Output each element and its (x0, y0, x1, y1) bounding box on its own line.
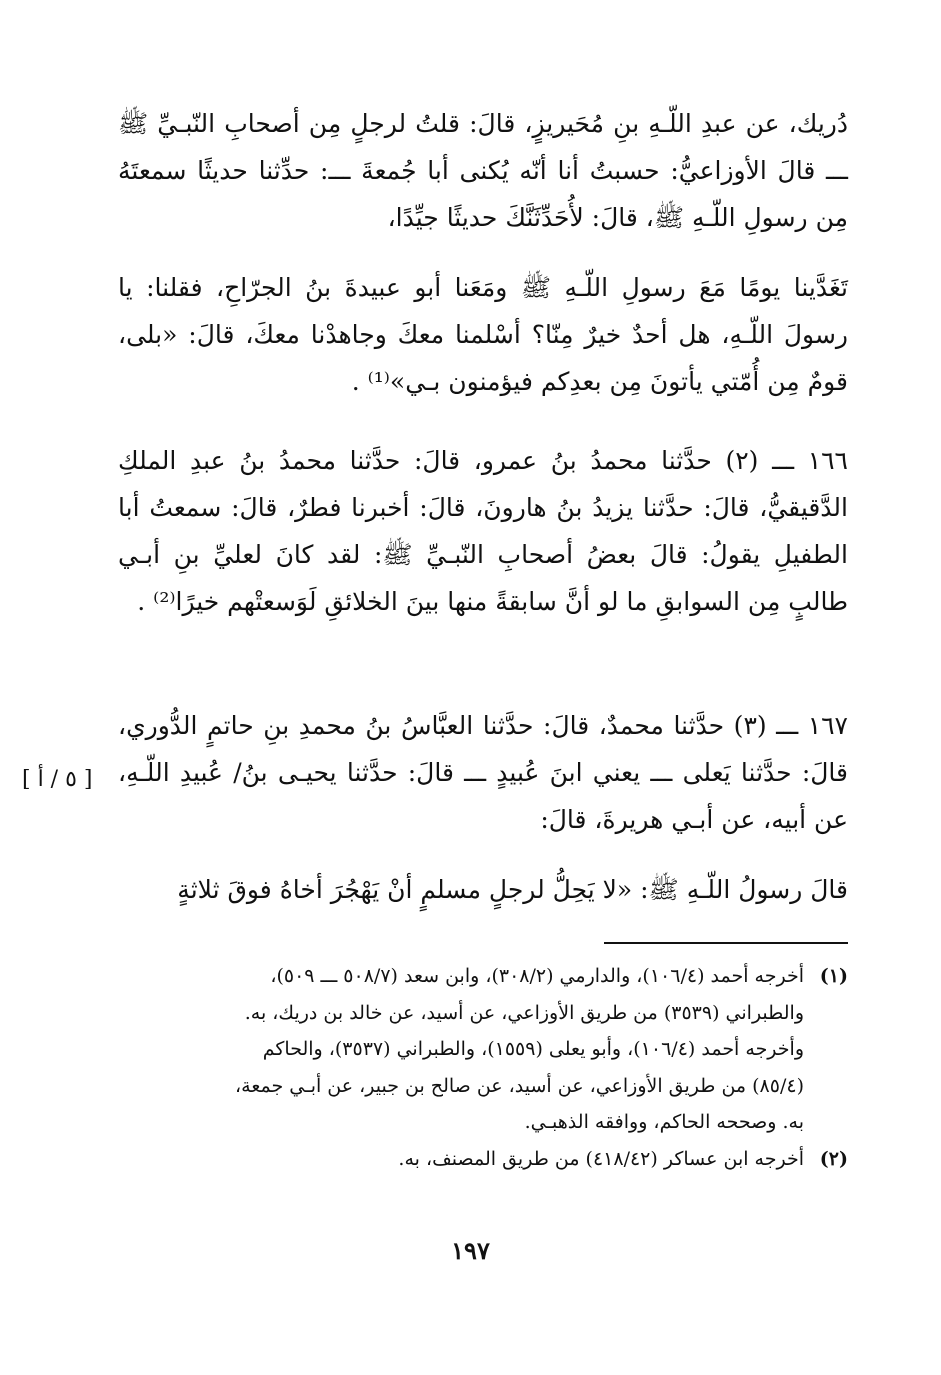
text-block-hadith-1 (118, 264, 848, 405)
footnote-line: أخرجه ابن عساكر (٤١٨/٤٢) من طريق المصنف، به. (398, 1147, 804, 1170)
footnote (118, 958, 848, 1141)
text-block-hadith-167-matn (118, 866, 848, 913)
paragraph: دُريك، عن عبدِ اللّـهِ بنِ مُحَيريزٍ، قالَ: قلتُ لرجلٍ مِن أصحابِ النّبـيِّ ﷺ ـــ قالَ الأوزاعيُّ: حسبتُ أنا أنّه يُكنى أبا جُمعةَ ـــ: حدِّثنا حديثًا سمعتَهُ مِن رسولِ اللّـهِ ﷺ، قالَ: لأُحَدِّثَنَّكَ حديثًا جيِّدًا، (118, 109, 848, 232)
footnote-separator (604, 942, 848, 944)
footnote-line: والطبراني (٣٥٣٩) من طريق الأوزاعي، عن أسيد، عن خالد بن دريك، به. (244, 1001, 804, 1024)
footnote-marker: (١) (819, 965, 848, 987)
footnote-line: أخرجه أحمد (١٠٦/٤)، والدارمي (٣٠٨/٢)، وابن سعد (٥٠٨/٧ ـــ ٥٠٩)، (270, 965, 804, 987)
footnote-line: به. وصححه الحاكم، ووافقه الذهبـي. (524, 1111, 804, 1133)
paragraph: تَغَدَّينا يومًا مَعَ رسولِ اللّـهِ ﷺ ومَعَنا أبو عبيدةَ بنُ الجرّاحِ، فقلنا: يا رسولَ اللّـهِ، هل أحدٌ خيرٌ مِنّا؟ أسْلمنا معكَ وجاهدْنا معكَ، قالَ: «بلى، قومٌ مِن أُمّتي يأتونَ مِن بعدِكم فيؤمنون بـي»⁽¹⁾ . (118, 273, 848, 396)
footnote (118, 1141, 848, 1178)
footnote-marker: (٢) (819, 1147, 848, 1170)
manuscript-folio-marker: [ ٥ / أ ] (22, 767, 93, 792)
text-block-hadith-166 (118, 437, 848, 625)
paragraph: ١٦٦ ـــ (٢) حدَّثنا محمدُ بنُ عمرو، قالَ: حدَّثنا محمدُ بنُ عبدِ الملكِ الدَّقيقيُّ، قالَ: حدَّثنا يزيدُ بنُ هارونَ، قالَ: أخبرنا فطرٌ، قالَ: سمعتُ أبا الطفيلِ يقولُ: قالَ بعضُ أصحابِ النّبـيِّ ﷺ: لقد كانَ لعليِّ بنِ أبـي طالبٍ مِن السوابقِ ما لو أنَّ سابقةً منها بينَ الخلائقِ لَوَسعتْهم خيرًا⁽²⁾ . (118, 446, 848, 616)
page-number: ١٩٧ (451, 1236, 490, 1265)
text-block-hadith-167 (118, 702, 848, 843)
footnote-line: وأخرجه أحمد (١٠٦/٤)، وأبو يعلى (١٥٥٩)، والطبراني (٣٥٣٧)، والحاكم (262, 1038, 804, 1060)
paragraph: ١٦٧ ـــ (٣) حدَّثنا محمدٌ، قالَ: حدَّثنا العبَّاسُ بنُ محمدِ بنِ حاتمٍ الدُّوري، قالَ: حدَّثنا يَعلى ـــ يعني ابنَ عُبيدٍ ـــ قالَ: حدَّثنا يحيـى بنُ/ عُبيدِ اللّـهِ، عن أبيه، عن أبـي هريرةَ، قالَ: (118, 711, 848, 834)
text-block-continuation (118, 100, 848, 241)
paragraph: قالَ رسولُ اللّـهِ ﷺ: «لا يَحِلُّ لرجلٍ مسلمٍ أنْ يَهْجُرَ أخاهُ فوقَ ثلاثةٍ (177, 875, 848, 904)
footnote-line: (٨٥/٤) من طريق الأوزاعي، عن أسيد، عن صالح بن جبير، عن أبـي جمعة، (235, 1074, 804, 1097)
footnotes (118, 958, 848, 1177)
